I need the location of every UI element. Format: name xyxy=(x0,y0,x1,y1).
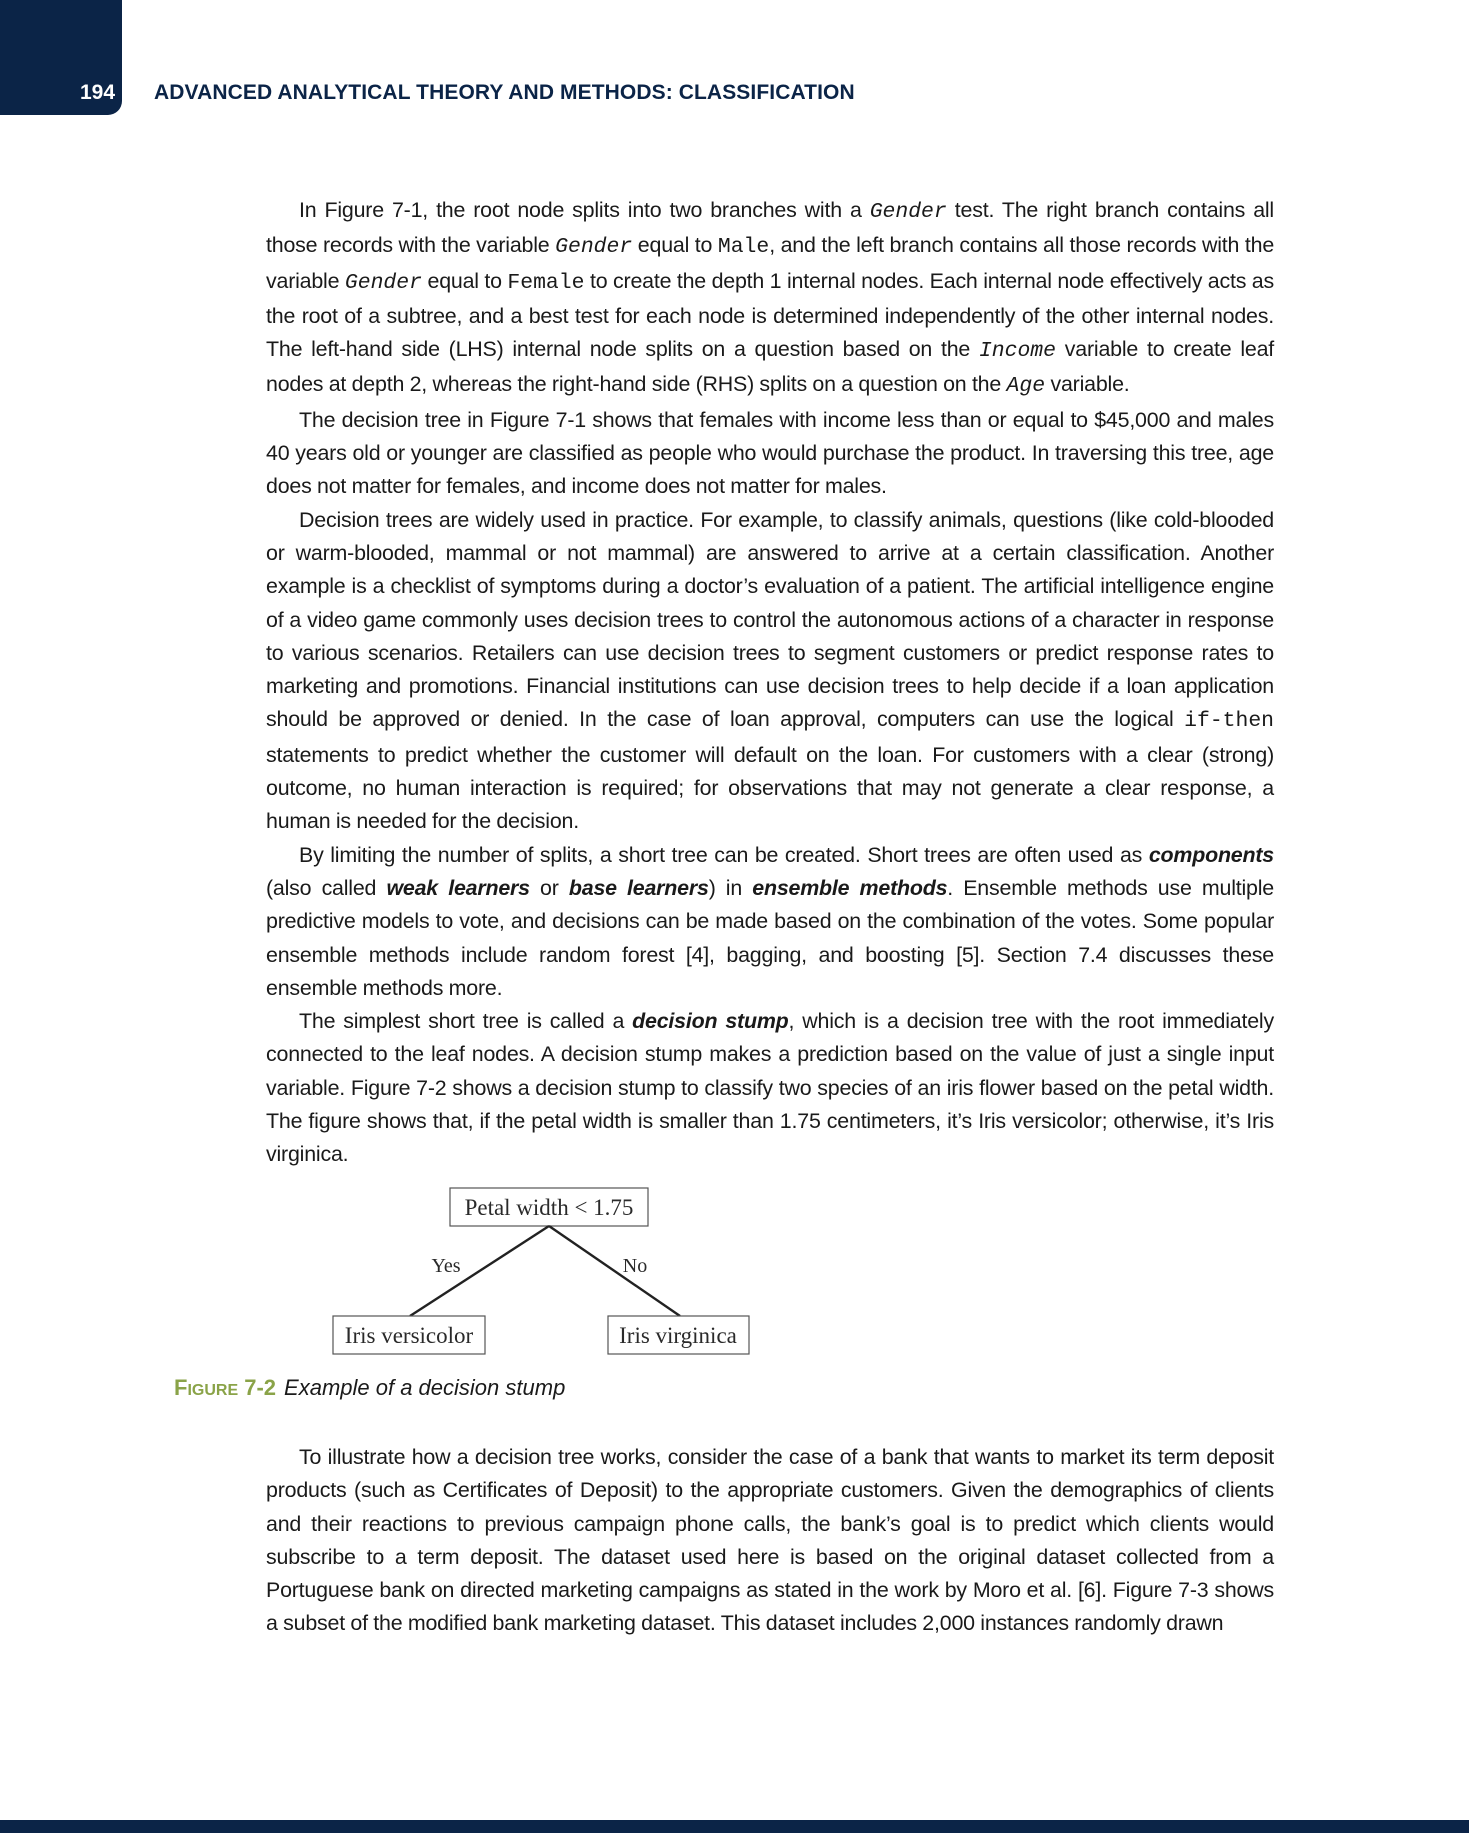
right-leaf-label: Iris virginica xyxy=(619,1323,737,1348)
paragraph-2: The decision tree in Figure 7-1 shows that females with income less than or equal to $45,000 and males 40 years old or younger are classified as people who would purchase the product. In traversing this tree, age does not matter for females, and income does not matter for males. xyxy=(266,407,1274,499)
paragraph-4 xyxy=(266,839,1274,1005)
text-run: to create the depth 1 internal nodes. Each internal node effectively acts as the root of a subtree, and a best test for each node is determined independently of the other internal nodes. The left-hand side (LHS) internal node splits on a question based on the xyxy=(266,268,1274,362)
caption-text: Example of a decision stump xyxy=(284,1375,566,1400)
text-run: equal to xyxy=(421,268,508,293)
paragraph-1 xyxy=(266,194,1274,404)
text-run: test. The right branch contains all those records with the variable xyxy=(266,198,1274,258)
code-female: Female xyxy=(507,270,585,295)
decision-stump-figure xyxy=(330,1185,760,1360)
code-gender: Gender xyxy=(869,200,947,224)
page-number: 194 xyxy=(80,81,116,104)
text-run: By limiting the number of splits, a short tree can be created. Short trees are often used as xyxy=(299,842,1149,867)
term-decision-stump: decision stump xyxy=(632,1009,789,1034)
paragraph-3 xyxy=(266,504,1274,839)
caption-number: 7-2 xyxy=(244,1375,277,1400)
yes-branch-label: Yes xyxy=(431,1255,461,1277)
body-text-top xyxy=(266,194,1274,1172)
code-gender: Gender xyxy=(344,270,422,295)
text-run: variable to create leaf nodes at depth 2, whereas the right-hand side (RHS) splits on a question on the xyxy=(266,337,1275,397)
body-text-bottom xyxy=(266,1441,1274,1641)
code-income: Income xyxy=(978,339,1056,364)
footer-bar xyxy=(0,1820,1469,1833)
text-run: or xyxy=(529,875,569,900)
no-branch-line xyxy=(549,1226,680,1316)
text-run: . Ensemble methods use multiple predictive models to vote, and decisions can be made based on the combination of the votes. Some popular ensemble methods include random forest [4], bagging, and boosting [5]. Section 7.4 discusses these ensemble methods more. xyxy=(266,875,1274,1000)
running-head: ADVANCED ANALYTICAL THEORY AND METHODS: CLASSIFICATION xyxy=(154,81,855,104)
text-run: variable. xyxy=(1045,372,1130,397)
paragraph-6: To illustrate how a decision tree works, consider the case of a bank that wants to market its term deposit products (such as Certificates of Deposit) to the appropriate customers. Given the demographics of clients and their reactions to previous campaign phone calls, the bank’s goal is to predict which clients would subscribe to a term deposit. The dataset used here is based on the original dataset collected from a Portuguese bank on directed marketing campaigns as stated in the work by Moro et al. [6]. Figure 7-3 shows a subset of the modified bank marketing dataset. This dataset includes 2,000 instances randomly drawn xyxy=(266,1445,1274,1636)
figure-caption xyxy=(174,1375,565,1401)
text-run: ) in xyxy=(708,875,753,900)
paragraph-5 xyxy=(266,1005,1274,1171)
text-run: statements to predict whether the customer will default on the loan. For customers with a clear (strong) outcome, no human interaction is required; for observations that may not generate a clear response, a human is needed for the decision. xyxy=(266,742,1274,834)
text-run: The simplest short tree is called a xyxy=(299,1009,633,1034)
text-run: equal to xyxy=(632,233,718,258)
code-male: Male xyxy=(717,235,770,260)
text-run: , which is a decision tree with the root immediately connected to the leaf nodes. A decision stump makes a prediction based on the value of just a single input variable. Figure 7-2 shows a decision stump to classify two species of an iris flower based on the petal width. The figure shows that, if the petal width is smaller than 1.75 centimeters, it’s Iris versicolor; otherwise, it’s Iris virginica. xyxy=(266,1009,1274,1167)
code-if-then: if-then xyxy=(1184,709,1274,734)
page-number-tab xyxy=(0,0,122,115)
no-branch-label: No xyxy=(622,1255,648,1277)
text-run: Decision trees are widely used in practice. For example, to classify animals, questions (like cold-blooded or warm-blooded, mammal or not mammal) are answered to arrive at a certain classification. Another example is a checklist of symptoms during a doctor’s evaluation of a patient. The artificial intelligence engine of a video game commonly uses decision trees to control the autonomous actions of a character in response to various scenarios. Retailers can use decision trees to segment customers or predict response rates to marketing and promotions. Financial institutions can use decision trees to help decide if a loan application should be approved or denied. In the case of loan approval, computers can use the logical xyxy=(266,507,1274,732)
caption-label-initial: F xyxy=(174,1375,188,1400)
left-leaf-label: Iris versicolor xyxy=(344,1323,474,1348)
text-run: In Figure 7-1, the root node splits into two branches with a xyxy=(299,198,870,222)
root-node-label: Petal width < 1.75 xyxy=(464,1195,634,1220)
text-run: , and the left branch contains all those records with the variable xyxy=(266,233,1275,293)
code-age: Age xyxy=(1006,374,1046,399)
term-base-learners: base learners xyxy=(568,875,709,900)
decision-stump-diagram xyxy=(330,1185,760,1360)
caption-label-rest: IGURE xyxy=(187,1382,239,1399)
code-gender: Gender xyxy=(555,235,633,260)
term-weak-learners: weak learners xyxy=(386,875,530,900)
term-components: components xyxy=(1148,842,1274,867)
caption-label xyxy=(174,1375,276,1400)
term-ensemble-methods: ensemble methods xyxy=(752,875,948,900)
text-run: (also called xyxy=(266,875,387,900)
